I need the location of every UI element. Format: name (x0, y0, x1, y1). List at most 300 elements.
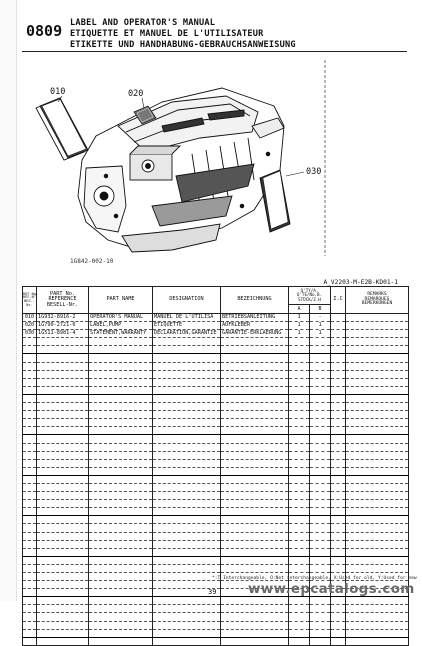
blank-cell (289, 467, 310, 475)
table-row-blank (23, 362, 409, 370)
blank-cell (310, 451, 331, 459)
blank-cell (23, 386, 37, 394)
blank-cell (37, 370, 89, 378)
table-row-blank (23, 419, 409, 427)
table-row-blank (23, 386, 409, 394)
blank-cell (89, 492, 153, 500)
cell-ref: 010 (23, 314, 37, 322)
blank-cell (23, 443, 37, 451)
blank-cell (89, 605, 153, 613)
blank-cell (37, 589, 89, 597)
blank-cell (221, 548, 289, 556)
blank-cell (346, 435, 409, 443)
blank-cell (346, 443, 409, 451)
blank-cell (153, 564, 221, 572)
blank-cell (23, 427, 37, 435)
table-row-blank (23, 427, 409, 435)
table-row-blank (23, 435, 409, 443)
blank-cell (289, 524, 310, 532)
blank-cell (37, 564, 89, 572)
blank-cell (310, 605, 331, 613)
blank-cell (289, 564, 310, 572)
blank-cell (289, 419, 310, 427)
blank-cell (310, 548, 331, 556)
blank-cell (23, 621, 37, 629)
blank-cell (37, 483, 89, 491)
blank-cell (331, 483, 346, 491)
blank-cell (89, 508, 153, 516)
blank-cell (153, 540, 221, 548)
table-row-blank (23, 411, 409, 419)
cell-remarks (346, 330, 409, 338)
cell-ref: 030 (23, 330, 37, 338)
blank-cell (23, 354, 37, 362)
blank-cell (331, 475, 346, 483)
blank-cell (310, 435, 331, 443)
cell-qty-a: 1 (289, 322, 310, 330)
blank-cell (289, 532, 310, 540)
blank-cell (331, 540, 346, 548)
blank-cell (37, 354, 89, 362)
blank-cell (37, 500, 89, 508)
blank-cell (331, 613, 346, 621)
blank-cell (346, 475, 409, 483)
blank-cell (23, 451, 37, 459)
page-number: 39 (208, 588, 217, 596)
table-row-blank (23, 475, 409, 483)
table-row-blank (23, 532, 409, 540)
blank-cell (23, 564, 37, 572)
blank-cell (221, 378, 289, 386)
blank-cell (153, 613, 221, 621)
callout-020: 020 (128, 89, 144, 99)
blank-cell (289, 516, 310, 524)
blank-cell (37, 556, 89, 564)
engine-illustration (78, 88, 284, 252)
blank-cell (37, 637, 89, 645)
header-designation: DESIGNATION (153, 287, 221, 314)
blank-cell (221, 346, 289, 354)
blank-cell (310, 492, 331, 500)
table-row-blank (23, 394, 409, 402)
blank-cell (289, 394, 310, 402)
title-english: LABEL AND OPERATOR'S MANUAL (70, 18, 216, 28)
blank-cell (153, 346, 221, 354)
blank-cell (23, 500, 37, 508)
blank-cell (289, 556, 310, 564)
blank-cell (23, 378, 37, 386)
blank-cell (23, 403, 37, 411)
blank-cell (331, 629, 346, 637)
blank-cell (153, 427, 221, 435)
blank-cell (331, 394, 346, 402)
blank-cell (331, 338, 346, 346)
blank-cell (221, 540, 289, 548)
blank-cell (37, 443, 89, 451)
blank-cell (89, 483, 153, 491)
interchangeability-footnote: *:T Interchangeable, O:Not interchangeable, X:Used for old, Y:Used for new (212, 576, 417, 581)
table-row-blank (23, 443, 409, 451)
blank-cell (331, 370, 346, 378)
cell-ic (331, 330, 346, 338)
table-row-blank (23, 548, 409, 556)
blank-cell (346, 362, 409, 370)
blank-cell (37, 508, 89, 516)
blank-cell (221, 637, 289, 645)
cell-part-name: STATEMENT,WARRANTY (89, 330, 153, 338)
table-row-blank (23, 492, 409, 500)
blank-cell (89, 386, 153, 394)
blank-cell (346, 378, 409, 386)
blank-cell (153, 637, 221, 645)
title-french: ETIQUETTE ET MANUEL DE L'UTILISATEUR (70, 29, 264, 39)
blank-cell (89, 500, 153, 508)
blank-cell (346, 467, 409, 475)
blank-cell (310, 508, 331, 516)
blank-cell (346, 500, 409, 508)
blank-cell (221, 508, 289, 516)
blank-cell (331, 492, 346, 500)
blank-cell (310, 370, 331, 378)
header-col-b: B (310, 305, 331, 314)
blank-cell (331, 403, 346, 411)
header-remarks: REMARKS REMARQUES BEMERKUNGEN (346, 287, 409, 314)
table-row-blank (23, 540, 409, 548)
blank-cell (23, 411, 37, 419)
table-row-blank (23, 556, 409, 564)
blank-cell (37, 613, 89, 621)
blank-cell (331, 435, 346, 443)
cell-bezeichnung: AUFKLEBER (221, 322, 289, 330)
blank-cell (331, 427, 346, 435)
blank-cell (310, 556, 331, 564)
blank-cell (310, 459, 331, 467)
figure-reference: 1G842-002-10 (70, 258, 114, 265)
document-code: A_V2203-M-E2B-KD01-1 (323, 279, 398, 286)
table-row (23, 322, 409, 330)
blank-cell (37, 394, 89, 402)
blank-cell (153, 394, 221, 402)
blank-cell (289, 354, 310, 362)
cell-part-name: OPERATOR'S MANUAL (89, 314, 153, 322)
blank-cell (289, 362, 310, 370)
blank-cell (289, 637, 310, 645)
blank-cell (23, 573, 37, 581)
blank-cell (346, 629, 409, 637)
table-row-blank (23, 500, 409, 508)
blank-cell (89, 475, 153, 483)
blank-cell (89, 637, 153, 645)
blank-cell (289, 492, 310, 500)
blank-cell (221, 516, 289, 524)
blank-cell (89, 516, 153, 524)
blank-cell (346, 637, 409, 645)
blank-cell (310, 621, 331, 629)
blank-cell (89, 354, 153, 362)
table-row-blank (23, 613, 409, 621)
cell-part-no: 1G511-8981-4 (37, 330, 89, 338)
cell-remarks (346, 322, 409, 330)
blank-cell (37, 459, 89, 467)
blank-cell (23, 532, 37, 540)
blank-cell (221, 403, 289, 411)
blank-cell (23, 581, 37, 589)
blank-cell (310, 483, 331, 491)
cell-qty-b: 1 (310, 330, 331, 338)
blank-cell (37, 451, 89, 459)
blank-cell (310, 386, 331, 394)
blank-cell (331, 459, 346, 467)
blank-cell (23, 435, 37, 443)
blank-cell (331, 346, 346, 354)
blank-cell (331, 524, 346, 532)
blank-cell (221, 475, 289, 483)
header-col-a: A (289, 305, 310, 314)
blank-cell (37, 427, 89, 435)
blank-cell (346, 605, 409, 613)
blank-cell (153, 548, 221, 556)
operators-manual-illustration (36, 98, 88, 160)
cell-part-name: LABEL,PUMP (89, 322, 153, 330)
blank-cell (221, 427, 289, 435)
blank-cell (346, 346, 409, 354)
blank-cell (89, 443, 153, 451)
blank-cell (23, 362, 37, 370)
blank-cell (153, 467, 221, 475)
blank-cell (89, 427, 153, 435)
blank-cell (23, 516, 37, 524)
blank-cell (331, 516, 346, 524)
blank-cell (346, 403, 409, 411)
blank-cell (89, 451, 153, 459)
blank-cell (346, 556, 409, 564)
blank-cell (37, 492, 89, 500)
callout-030: 030 (306, 167, 322, 177)
blank-cell (289, 451, 310, 459)
blank-cell (23, 637, 37, 645)
blank-cell (289, 629, 310, 637)
blank-cell (23, 605, 37, 613)
table-row (23, 330, 409, 338)
blank-cell (89, 411, 153, 419)
blank-cell (153, 451, 221, 459)
blank-cell (221, 629, 289, 637)
blank-cell (89, 524, 153, 532)
cell-designation: ETIQUETTE (153, 322, 221, 330)
blank-cell (221, 394, 289, 402)
blank-cell (331, 556, 346, 564)
blank-cell (153, 378, 221, 386)
blank-cell (37, 467, 89, 475)
blank-cell (89, 370, 153, 378)
blank-cell (346, 621, 409, 629)
blank-cell (153, 621, 221, 629)
blank-cell (331, 467, 346, 475)
blank-cell (89, 338, 153, 346)
blank-cell (289, 403, 310, 411)
blank-cell (23, 419, 37, 427)
blank-cell (289, 427, 310, 435)
blank-cell (153, 338, 221, 346)
blank-cell (153, 419, 221, 427)
blank-cell (346, 532, 409, 540)
blank-cell (89, 435, 153, 443)
blank-cell (37, 475, 89, 483)
blank-cell (153, 354, 221, 362)
section-number: 0809 (26, 22, 63, 40)
blank-cell (346, 451, 409, 459)
blank-cell (331, 419, 346, 427)
blank-cell (37, 411, 89, 419)
blank-cell (37, 581, 89, 589)
blank-cell (37, 629, 89, 637)
blank-cell (153, 500, 221, 508)
blank-cell (310, 540, 331, 548)
blank-cell (23, 629, 37, 637)
blank-cell (37, 573, 89, 581)
blank-cell (37, 621, 89, 629)
blank-cell (221, 500, 289, 508)
cell-remarks (346, 314, 409, 322)
header-bezeichnung: BEZEICHNUNG (221, 287, 289, 314)
blank-cell (89, 459, 153, 467)
blank-cell (331, 500, 346, 508)
cell-qty-b: 1 (310, 322, 331, 330)
blank-cell (221, 451, 289, 459)
blank-cell (346, 394, 409, 402)
table-row-blank (23, 370, 409, 378)
blank-cell (37, 346, 89, 354)
blank-cell (331, 508, 346, 516)
header-part-name: PART NAME (89, 287, 153, 314)
blank-cell (153, 516, 221, 524)
blank-cell (89, 362, 153, 370)
blank-cell (346, 540, 409, 548)
blank-cell (153, 483, 221, 491)
blank-cell (89, 621, 153, 629)
blank-cell (221, 362, 289, 370)
blank-cell (153, 605, 221, 613)
blank-cell (23, 589, 37, 597)
blank-cell (346, 338, 409, 346)
table-row-blank (23, 605, 409, 613)
blank-cell (221, 338, 289, 346)
table-row-blank (23, 524, 409, 532)
exploded-view-drawing (22, 56, 407, 281)
cell-part-no: 1G790-2721-0 (37, 322, 89, 330)
blank-cell (331, 548, 346, 556)
blank-cell (346, 370, 409, 378)
blank-cell (153, 508, 221, 516)
blank-cell (153, 629, 221, 637)
blank-cell (153, 362, 221, 370)
blank-cell (346, 386, 409, 394)
blank-cell (37, 338, 89, 346)
blank-cell (289, 370, 310, 378)
blank-cell (331, 443, 346, 451)
blank-cell (310, 516, 331, 524)
blank-cell (153, 443, 221, 451)
blank-cell (221, 419, 289, 427)
blank-cell (153, 524, 221, 532)
cell-part-no: 1G932-8916-2 (37, 314, 89, 322)
blank-cell (89, 378, 153, 386)
blank-cell (310, 411, 331, 419)
header-ref-no: REF.No. RÉF.N° BEZ.-Nr. (23, 287, 37, 314)
blank-cell (221, 354, 289, 362)
blank-cell (153, 556, 221, 564)
blank-cell (153, 403, 221, 411)
blank-cell (310, 637, 331, 645)
cell-designation: DECLARATION,GARANTIE (153, 330, 221, 338)
blank-cell (23, 492, 37, 500)
blank-cell (89, 540, 153, 548)
blank-cell (37, 386, 89, 394)
cell-bezeichnung: BETRIEBSANLEITUNG (221, 314, 289, 322)
blank-cell (23, 467, 37, 475)
blank-cell (37, 435, 89, 443)
cell-ic (331, 314, 346, 322)
blank-cell (153, 573, 221, 581)
cell-designation: MANUEL DE L'UTILISA (153, 314, 221, 322)
blank-cell (310, 613, 331, 621)
blank-cell (89, 589, 153, 597)
blank-cell (37, 548, 89, 556)
cell-ic (331, 322, 346, 330)
blank-cell (221, 605, 289, 613)
blank-cell (221, 467, 289, 475)
blank-cell (289, 621, 310, 629)
blank-cell (310, 467, 331, 475)
blank-cell (289, 459, 310, 467)
header-ic: I.C (331, 287, 346, 314)
blank-cell (310, 500, 331, 508)
blank-cell (289, 483, 310, 491)
blank-cell (37, 403, 89, 411)
blank-cell (310, 475, 331, 483)
blank-cell (331, 621, 346, 629)
blank-cell (221, 532, 289, 540)
blank-cell (89, 613, 153, 621)
blank-cell (221, 564, 289, 572)
blank-cell (23, 338, 37, 346)
blank-cell (289, 605, 310, 613)
blank-cell (346, 524, 409, 532)
blank-cell (331, 637, 346, 645)
blank-cell (221, 483, 289, 491)
blank-cell (221, 524, 289, 532)
blank-cell (310, 338, 331, 346)
cell-qty-b: - (310, 314, 331, 322)
blank-cell (310, 524, 331, 532)
blank-cell (346, 459, 409, 467)
blank-cell (89, 346, 153, 354)
blank-cell (221, 370, 289, 378)
blank-cell (289, 378, 310, 386)
blank-cell (89, 394, 153, 402)
blank-cell (289, 338, 310, 346)
blank-cell (153, 370, 221, 378)
blank-cell (346, 508, 409, 516)
blank-cell (310, 354, 331, 362)
blank-cell (23, 475, 37, 483)
title-german: ETIKETTE UND HANDHABUNG-GEBRAUCHSANWEISUNG (70, 40, 296, 50)
cell-bezeichnung: GARANTIE-ERKLAERUNG (221, 330, 289, 338)
blank-cell (346, 483, 409, 491)
table-row-blank (23, 629, 409, 637)
blank-cell (153, 532, 221, 540)
blank-cell (89, 403, 153, 411)
